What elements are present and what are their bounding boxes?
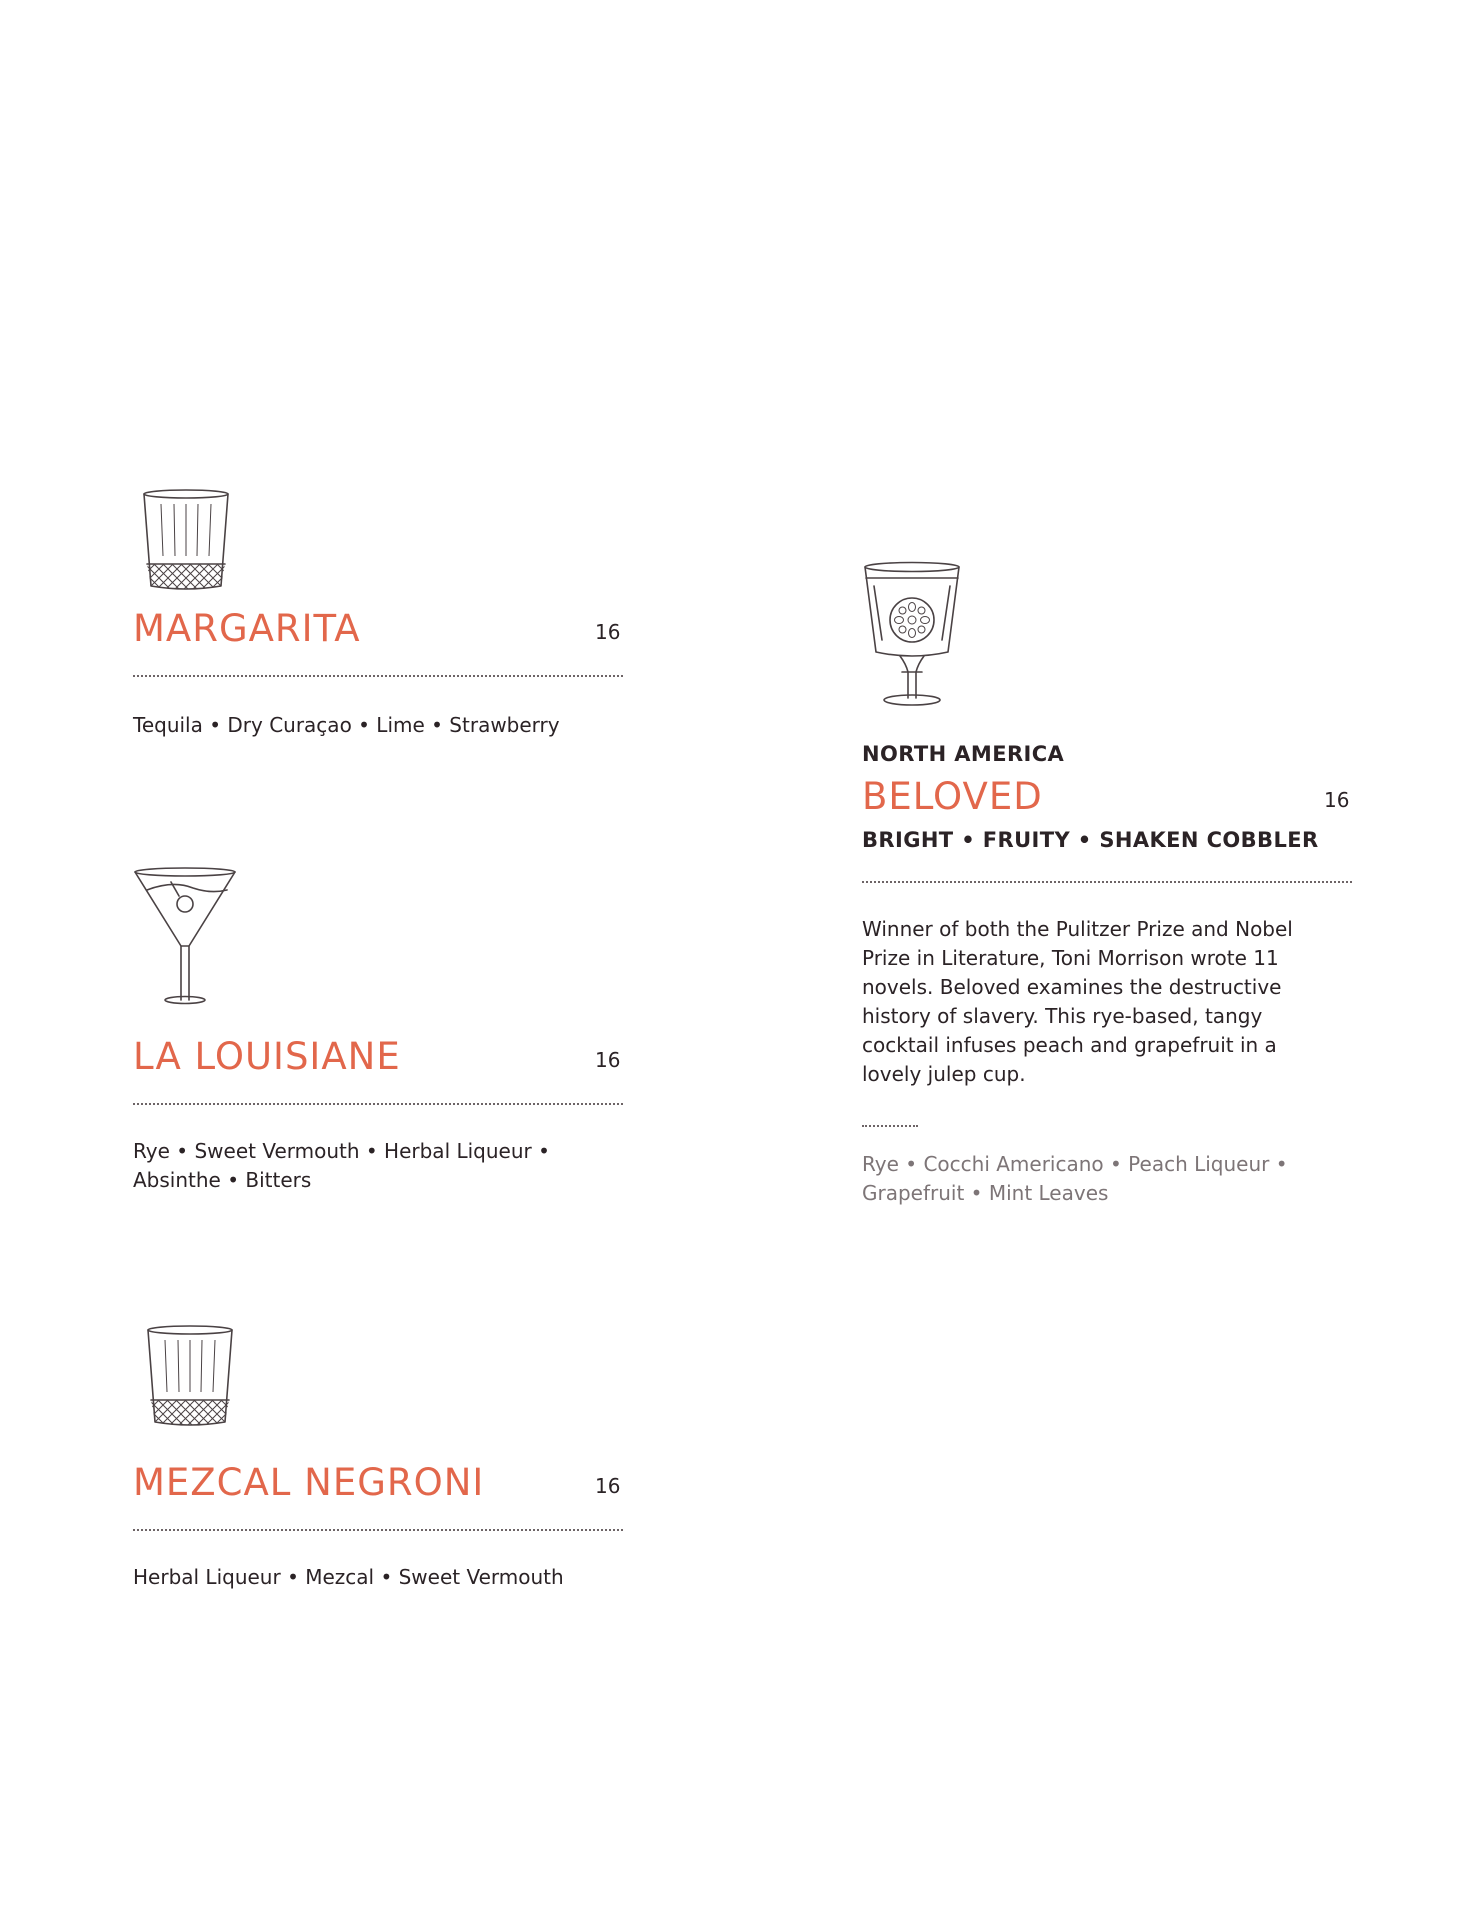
item-title: MARGARITA (133, 607, 361, 650)
dotted-divider (133, 675, 623, 677)
item-ingredients-line-1: Rye • Sweet Vermouth • Herbal Liqueur • (133, 1139, 550, 1163)
dotted-divider (862, 881, 1352, 883)
item-ingredients-line-2: Absinthe • Bitters (133, 1168, 312, 1192)
rocks-glass-icon (145, 1324, 235, 1432)
martini-glass-icon (133, 866, 237, 1006)
item-title: BELOVED (862, 775, 1043, 818)
region-label: NORTH AMERICA (862, 742, 1065, 766)
item-ingredients-line-1: Rye • Cocchi Americano • Peach Liqueur • (862, 1152, 1288, 1176)
item-ingredients: Herbal Liqueur • Mezcal • Sweet Vermouth (133, 1565, 564, 1589)
julep-cup-icon (862, 560, 962, 710)
rocks-glass-icon (141, 488, 231, 596)
item-ingredients: Tequila • Dry Curaçao • Lime • Strawberry (133, 713, 560, 737)
flavor-tags: BRIGHT • FRUITY • SHAKEN COBBLER (862, 828, 1319, 852)
dotted-divider (133, 1529, 623, 1531)
item-price: 16 (1324, 788, 1350, 812)
item-description: Winner of both the Pulitzer Prize and Nobel Prize in Literature, Toni Morrison wrote 11 novels. Beloved examines the destructive history of slavery. This rye-based, tangy cocktail infuses peach and grapefruit in a lovely julep cup. (862, 917, 1293, 1086)
short-dotted-divider (862, 1125, 918, 1127)
item-title: LA LOUISIANE (133, 1035, 401, 1078)
item-price: 16 (595, 1474, 621, 1498)
item-price: 16 (595, 620, 621, 644)
featured-cocktail-beloved (862, 560, 1352, 1220)
menu-item-mezcal-negroni (133, 1324, 623, 1614)
item-ingredients-line-2: Grapefruit • Mint Leaves (862, 1181, 1109, 1205)
item-price: 16 (595, 1048, 621, 1072)
item-title: MEZCAL NEGRONI (133, 1461, 485, 1504)
menu-item-la-louisiane (133, 866, 623, 1196)
menu-item-margarita (133, 488, 623, 738)
dotted-divider (133, 1103, 623, 1105)
